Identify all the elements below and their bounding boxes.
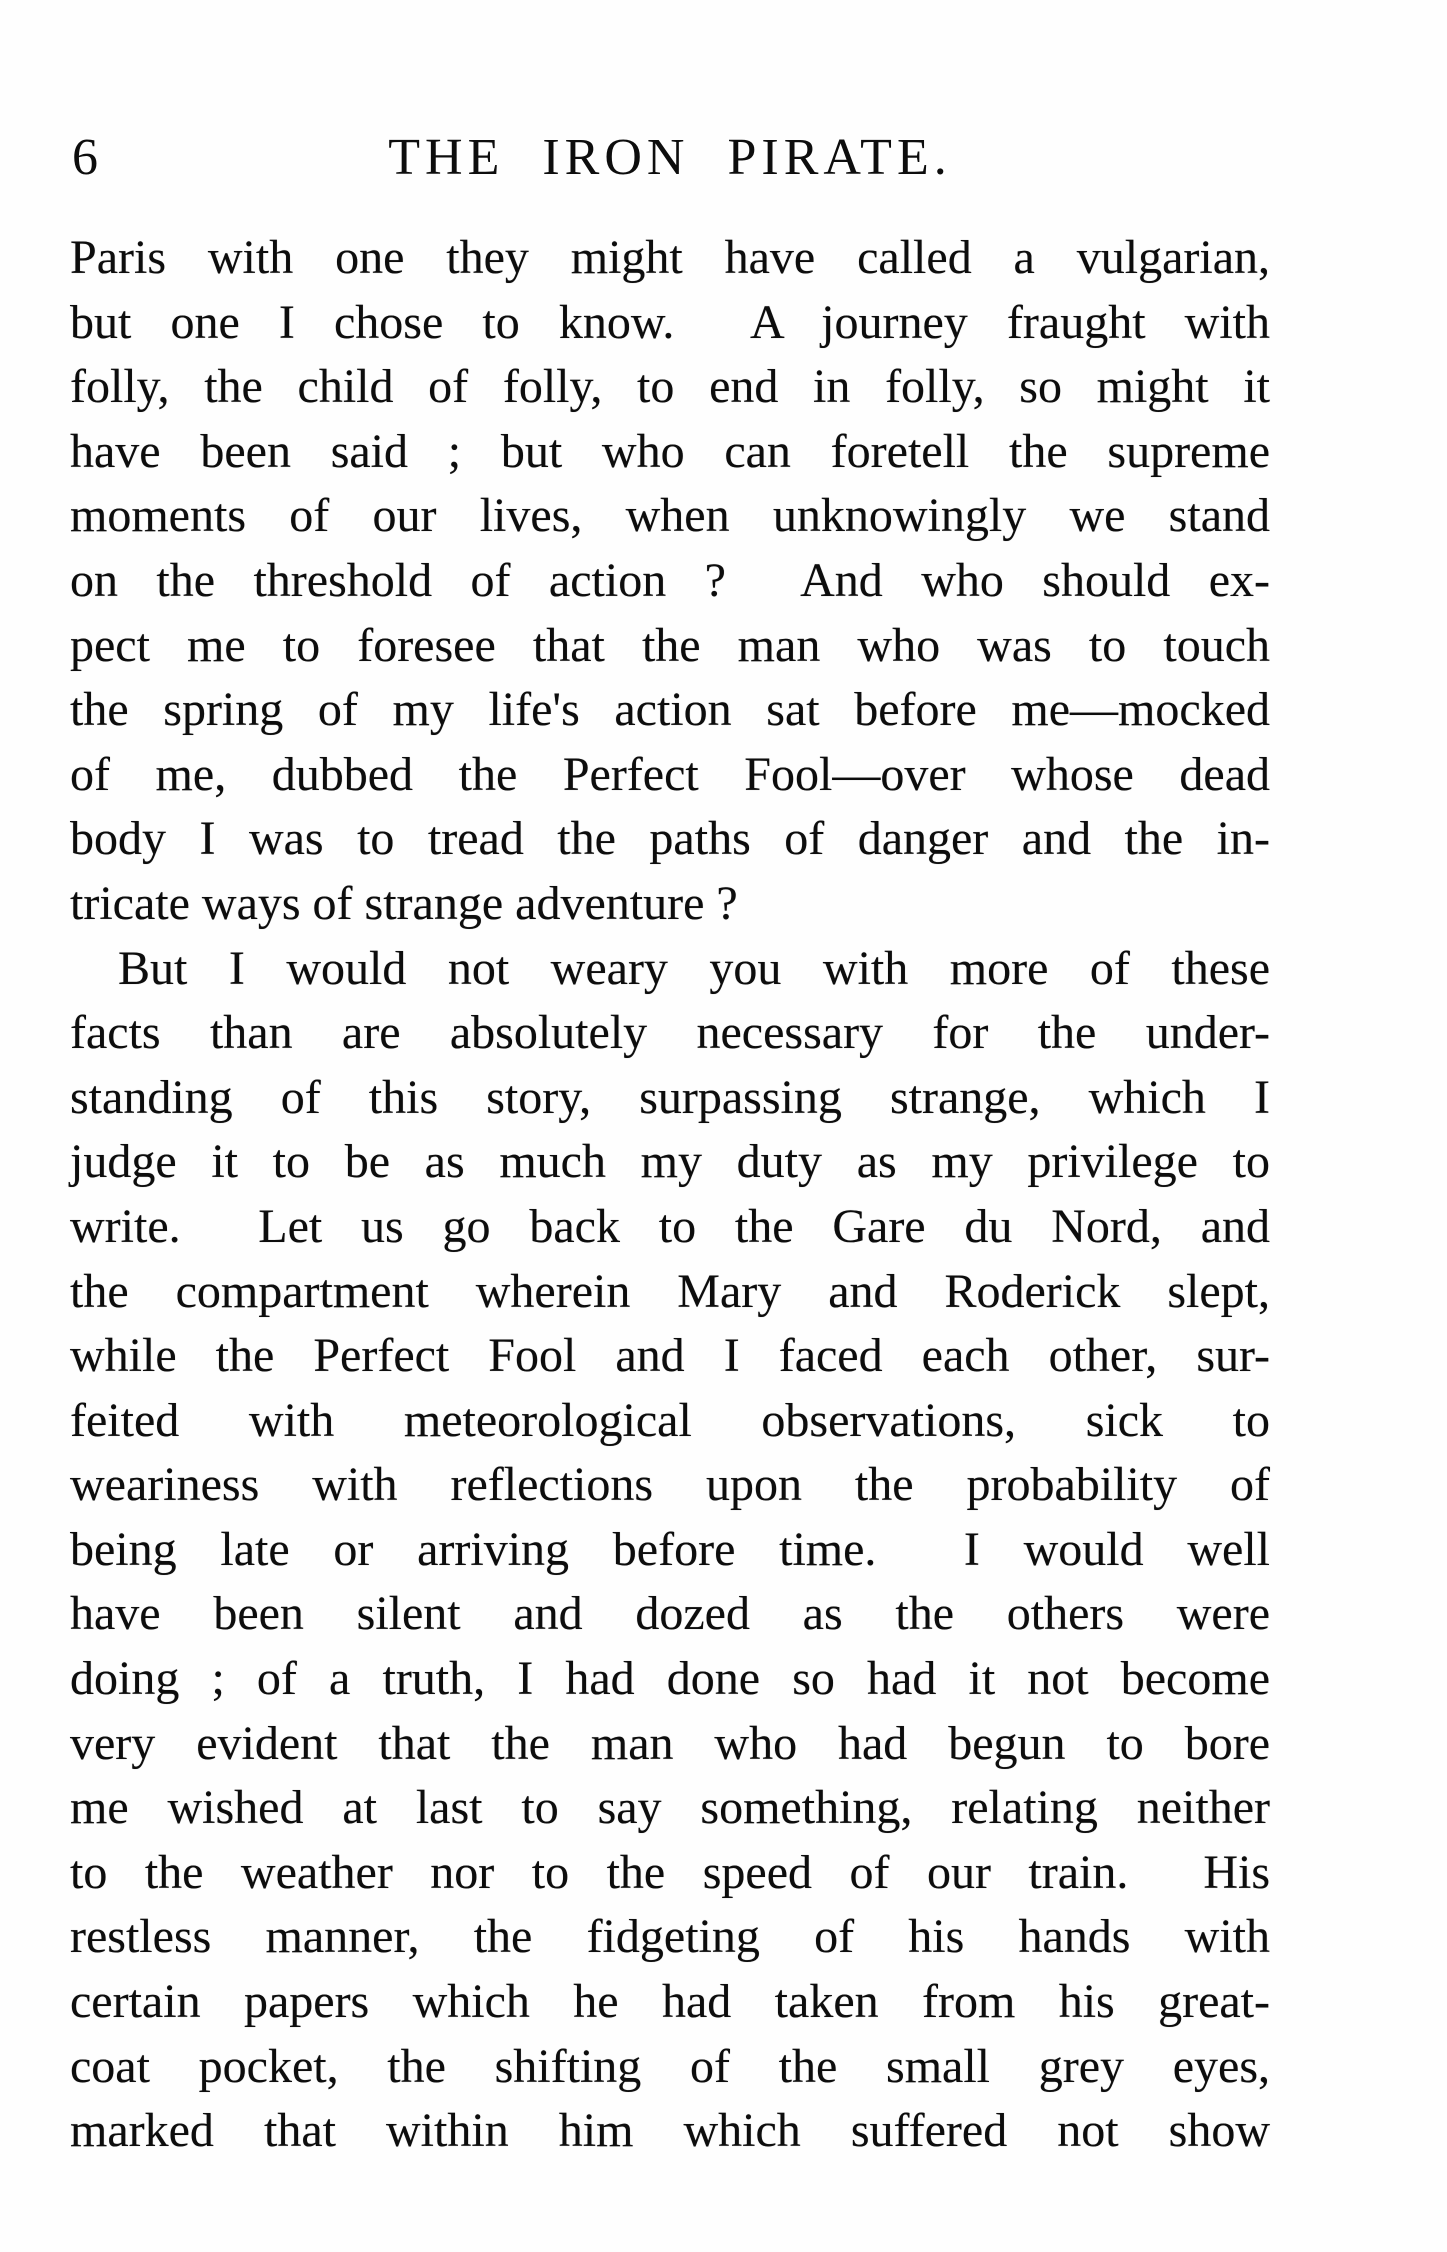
running-title: THE IRON PIRATE. bbox=[388, 129, 952, 186]
text-line: facts than are absolutely necessary for the under- bbox=[70, 1006, 1270, 1060]
text-line: Paris with one they might have called a vulgarian, bbox=[70, 231, 1270, 284]
text-line: on the threshold of action ? And who should ex- bbox=[70, 553, 1270, 607]
text-line: being late or arriving before time. I would well bbox=[70, 1522, 1270, 1576]
text-line: tricate ways of strange adventure ? bbox=[70, 876, 738, 930]
text-line: body I was to tread the paths of danger and the in- bbox=[70, 812, 1270, 866]
text-line: write. Let us go back to the Gare du Nord, and bbox=[70, 1199, 1270, 1253]
text-line: of me, dubbed the Perfect Fool—over whose dead bbox=[70, 747, 1270, 801]
text-block bbox=[70, 226, 1270, 2164]
text-line: But I would not weary you with more of these bbox=[118, 941, 1270, 995]
text-line: weariness with reflections upon the probability of bbox=[70, 1458, 1270, 1512]
text-line: folly, the child of folly, to end in folly, so might it bbox=[70, 360, 1270, 414]
page-number: 6 bbox=[72, 129, 98, 186]
text-line: the spring of my life's action sat before me—mocked bbox=[70, 683, 1270, 737]
text-line: very evident that the man who had begun to bore bbox=[70, 1716, 1270, 1770]
text-line: pect me to foresee that the man who was to touch bbox=[70, 618, 1270, 672]
text-line: me wished at last to say something, relating neither bbox=[70, 1781, 1270, 1835]
text-line: certain papers which he had taken from his great- bbox=[70, 1975, 1270, 2029]
text-line: judge it to be as much my duty as my privilege to bbox=[70, 1135, 1270, 1189]
text-line: feited with meteorological observations, sick to bbox=[70, 1393, 1270, 1447]
page-header bbox=[70, 126, 1270, 196]
text-line: coat pocket, the shifting of the small grey eyes, bbox=[70, 2039, 1270, 2093]
paragraph bbox=[70, 937, 1270, 2164]
text-line: but one I chose to know. A journey fraught with bbox=[70, 295, 1270, 349]
paragraph bbox=[70, 226, 1270, 937]
text-line: doing ; of a truth, I had done so had it not become bbox=[70, 1652, 1270, 1706]
text-line: standing of this story, surpassing strange, which I bbox=[70, 1070, 1270, 1124]
text-line: moments of our lives, when unknowingly we stand bbox=[70, 489, 1270, 543]
text-line: restless manner, the fidgeting of his hands with bbox=[70, 1910, 1270, 1964]
text-line: the compartment wherein Mary and Roderick slept, bbox=[70, 1264, 1270, 1318]
text-line: to the weather nor to the speed of our train. His bbox=[70, 1845, 1270, 1899]
text-line: have been silent and dozed as the others were bbox=[70, 1587, 1270, 1641]
text-line: have been said ; but who can foretell the supreme bbox=[70, 424, 1270, 478]
text-line: marked that within him which suffered not show bbox=[70, 2104, 1270, 2158]
text-line: while the Perfect Fool and I faced each other, sur- bbox=[70, 1329, 1270, 1383]
